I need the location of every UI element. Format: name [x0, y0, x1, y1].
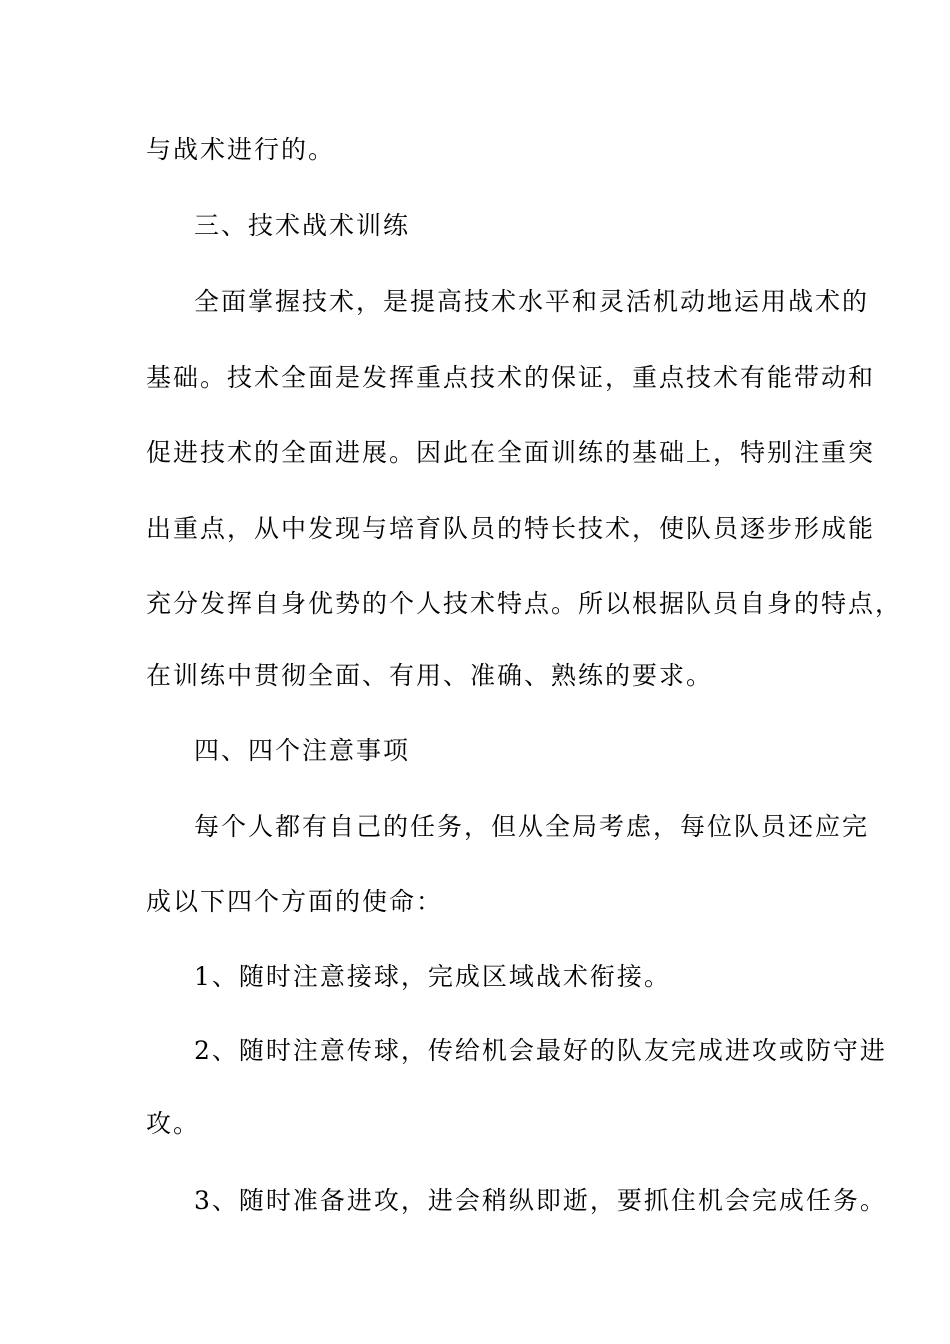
section-heading: 四、四个注意事项 — [194, 736, 411, 765]
paragraph-line: 在训练中贯彻全面、有用、准确、熟练的要求。 — [146, 661, 714, 690]
section-heading: 三、技术战术训练 — [194, 211, 411, 240]
paragraph-line: 与战术进行的。 — [146, 135, 336, 164]
list-item: 3、随时准备进攻，进会稍纵即逝，要抓住机会完成任务。 — [194, 1186, 887, 1215]
list-item: 1、随时注意接球，完成区域战术衔接。 — [194, 962, 671, 991]
list-item: 2、随时注意传球，传给机会最好的队友完成进攻或防守进 — [194, 1036, 887, 1065]
paragraph-line: 基础。技术全面是发挥重点技术的保证，重点技术有能带动和 — [146, 363, 876, 392]
paragraph-line: 每个人都有自己的任务，但从全局考虑，每位队员还应完 — [194, 812, 870, 841]
paragraph-line: 成以下四个方面的使命： — [146, 887, 444, 916]
paragraph-line: 攻。 — [146, 1109, 201, 1138]
paragraph-line: 全面掌握技术，是提高技术水平和灵活机动地运用战术的 — [194, 287, 870, 316]
paragraph-line: 出重点，从中发现与培育队员的特长技术，使队员逐步形成能 — [146, 514, 876, 543]
paragraph-line: 充分发挥自身优势的个人技术特点。所以根据队员自身的特点， — [146, 589, 903, 618]
paragraph-line: 促进技术的全面进展。因此在全面训练的基础上，特别注重突 — [146, 438, 876, 467]
